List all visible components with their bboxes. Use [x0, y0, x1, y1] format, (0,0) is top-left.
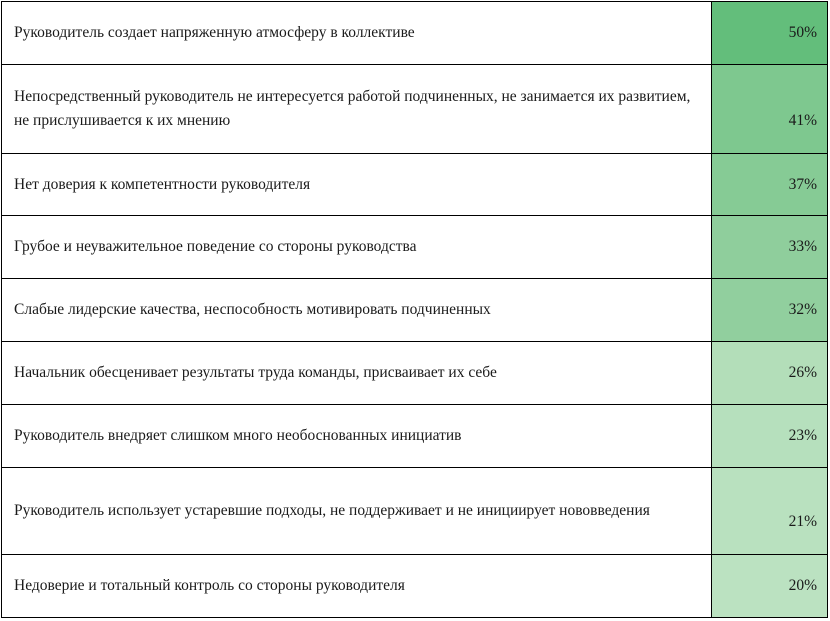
percent-value: 32%	[712, 279, 828, 342]
percent-value: 37%	[712, 154, 828, 216]
table-row	[2, 154, 828, 216]
percent-value: 23%	[712, 405, 828, 468]
percent-value: 26%	[712, 342, 828, 405]
table-row	[2, 405, 828, 468]
reason-label: Нет доверия к компетентности руководителя	[2, 154, 712, 216]
table-row	[2, 65, 828, 154]
reason-label: Руководитель использует устаревшие подходы, не поддерживает и не инициирует нововведения	[2, 468, 712, 555]
percent-value: 20%	[712, 555, 828, 618]
reason-label: Слабые лидерские качества, неспособность мотивировать подчиненных	[2, 279, 712, 342]
percent-value: 50%	[712, 2, 828, 65]
table-row	[2, 216, 828, 279]
table-row	[2, 342, 828, 405]
table-row	[2, 279, 828, 342]
percent-value: 21%	[712, 468, 828, 555]
table-row	[2, 555, 828, 618]
reason-label: Руководитель внедряет слишком много необоснованных инициатив	[2, 405, 712, 468]
reason-label: Грубое и неуважительное поведение со стороны руководства	[2, 216, 712, 279]
table-row	[2, 2, 828, 65]
reason-label: Руководитель создает напряженную атмосферу в коллективе	[2, 2, 712, 65]
survey-table	[1, 1, 828, 618]
reason-label: Начальник обесценивает результаты труда команды, присваивает их себе	[2, 342, 712, 405]
percent-value: 33%	[712, 216, 828, 279]
percent-value: 41%	[712, 65, 828, 154]
reason-label: Непосредственный руководитель не интересуется работой подчиненных, не занимается их развитием, не прислушивается к их мнению	[2, 65, 712, 154]
reason-label: Недоверие и тотальный контроль со стороны руководителя	[2, 555, 712, 618]
table-row	[2, 468, 828, 555]
